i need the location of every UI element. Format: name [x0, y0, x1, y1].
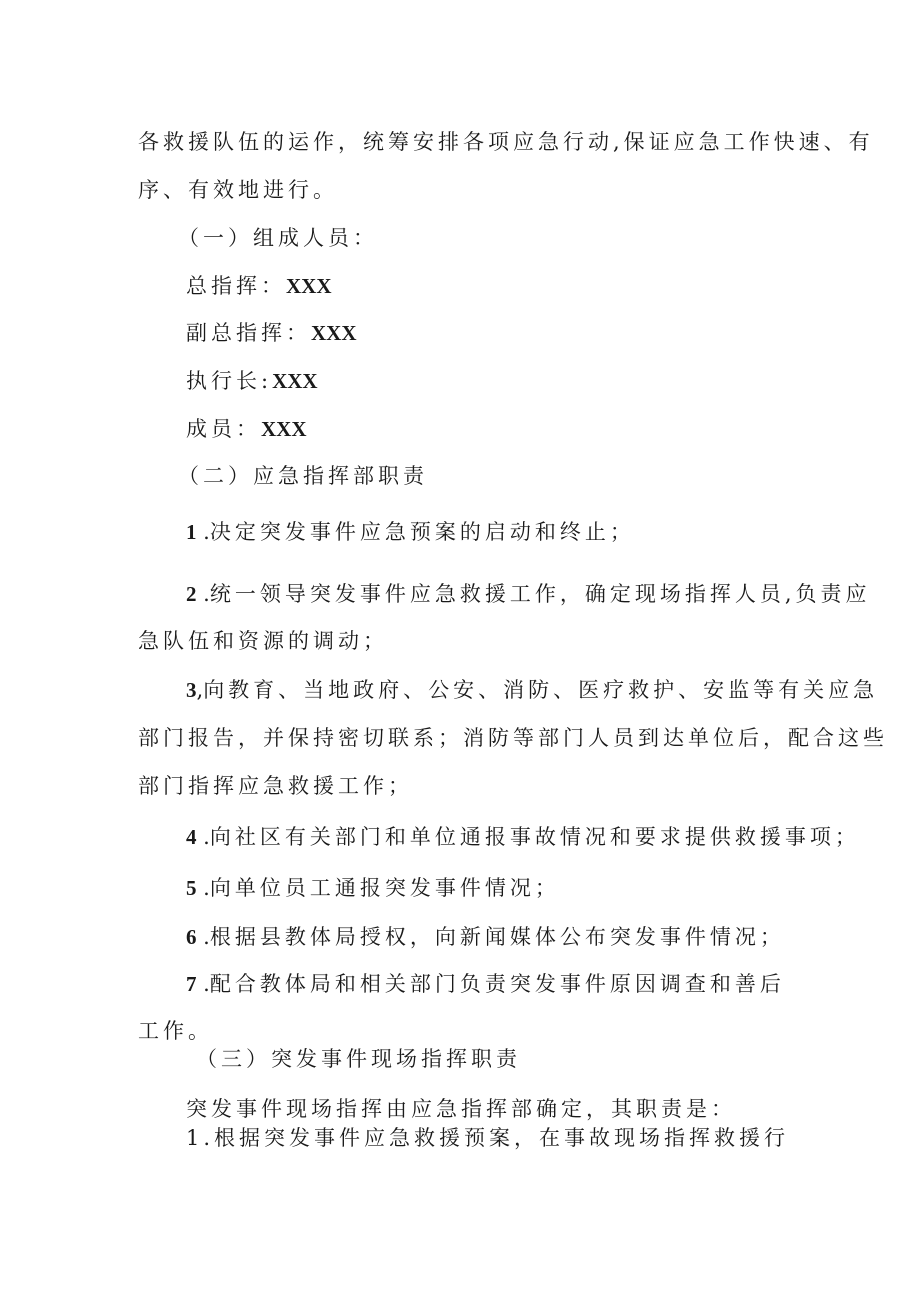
duty-item-3-continued: 部门指挥应急救援工作；: [138, 774, 413, 798]
member-commander: [186, 276, 332, 297]
item-text: 根据县教体局授权，向新闻媒体公布突发事件情况；: [209, 925, 785, 949]
member-executive: [186, 371, 318, 392]
item-number: 1: [186, 520, 197, 544]
item-text: 向单位员工通报突发事件情况；: [209, 876, 560, 900]
member-value: XXX: [261, 417, 307, 441]
section2-heading: （二）应急指挥部职责: [178, 464, 428, 488]
member-label: 总指挥：: [186, 274, 286, 298]
item-number: 2: [186, 582, 197, 606]
intro-line-2: 序、有效地进行。: [138, 178, 338, 202]
duty-item-3-continued: 部门报告，并保持密切联系；消防等部门人员到达单位后，配合这些: [138, 726, 888, 750]
member-label: 副总指挥：: [186, 321, 311, 345]
member-value: XXX: [272, 369, 318, 393]
member-label: 执行长:: [186, 369, 273, 393]
item-separator: .: [196, 825, 210, 849]
duty-item-2: [186, 584, 871, 605]
member-deputy-commander: [186, 323, 357, 344]
duty-item-3: [186, 680, 878, 701]
item-text: 向教育、当地政府、公安、消防、医疗救护、安监等有关应急: [203, 678, 879, 702]
duty-item-6: [186, 927, 785, 948]
duty-item-4: [186, 827, 860, 848]
item-separator: .: [196, 876, 210, 900]
duty-item-5: [186, 878, 560, 899]
duty-item-7: [186, 974, 785, 995]
item-text: 决定突发事件应急预案的启动和终止；: [209, 520, 635, 544]
item-number: 7: [186, 972, 197, 996]
item-text: 统一领导突发事件应急救援工作，确定现场指挥人员,负责应: [209, 582, 871, 606]
section1-heading: （一）组成人员：: [178, 226, 378, 250]
item-number: 6: [186, 925, 197, 949]
intro-line-1: 各救援队伍的运作，统筹安排各项应急行动,保证应急工作快速、有: [138, 130, 874, 154]
member-value: XXX: [311, 321, 357, 345]
item-separator: .: [196, 520, 210, 544]
section3-intro: 突发事件现场指挥由应急指挥部确定，其职责是：: [186, 1097, 736, 1121]
item-separator: ,: [196, 678, 204, 702]
member-label: 成员：: [186, 417, 261, 441]
item-separator: .: [196, 925, 210, 949]
section3-heading: （三）突发事件现场指挥职责: [196, 1047, 521, 1071]
section3-item-1: 1.根据突发事件应急救援预案，在事故现场指挥救援行: [186, 1126, 790, 1150]
item-separator: .: [196, 582, 210, 606]
duty-item-7-continued: 工作。: [138, 1019, 213, 1043]
item-number: 5: [186, 876, 197, 900]
item-text: 向社区有关部门和单位通报事故情况和要求提供救援事项；: [209, 825, 860, 849]
item-text: 配合教体局和相关部门负责突发事件原因调查和善后: [209, 972, 785, 996]
member-value: XXX: [286, 274, 332, 298]
item-number: 3: [186, 678, 197, 702]
item-separator: .: [196, 972, 210, 996]
member-members: [186, 419, 307, 440]
item-number: 4: [186, 825, 197, 849]
duty-item-1: [186, 522, 635, 543]
duty-item-2-continued: 急队伍和资源的调动；: [138, 629, 388, 653]
